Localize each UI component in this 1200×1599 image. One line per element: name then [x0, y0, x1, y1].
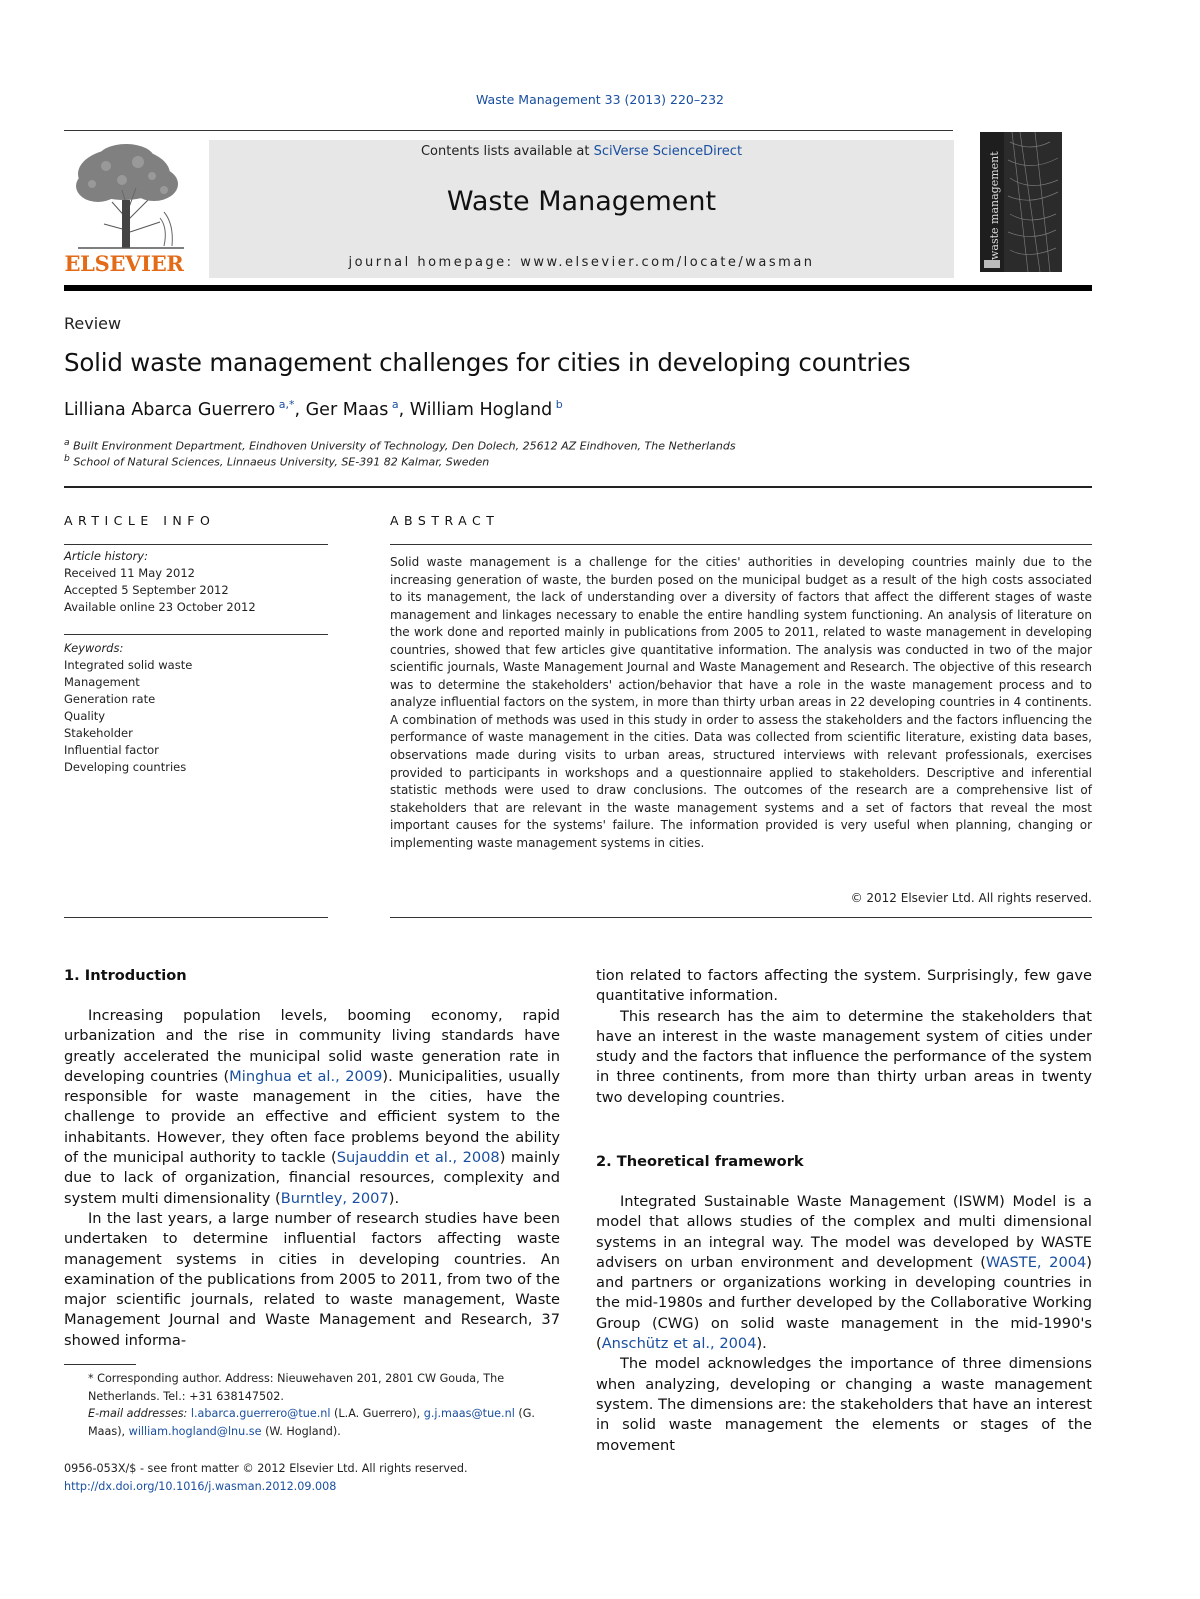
info-rule [64, 634, 328, 635]
email-link[interactable]: l.abarca.guerrero@tue.nl [190, 1407, 331, 1420]
keyword: Management [64, 675, 140, 689]
history-received: Received 11 May 2012 [64, 566, 195, 580]
history-online: Available online 23 October 2012 [64, 600, 256, 614]
affiliation-text: Built Environment Department, Eindhoven University of Technology, Den Dolech, 25612 AZ Eindhoven, The Netherlands [73, 439, 736, 453]
text-run: ). [388, 1189, 400, 1207]
journal-reference[interactable]: Waste Management 33 (2013) 220–232 [476, 92, 724, 107]
keyword: Developing countries [64, 760, 187, 774]
text-run: ) mainly due to lack of organization, financial resources, complexity and system multi dimensionality ( [64, 1149, 560, 1207]
publisher-logo [64, 140, 200, 280]
history-label: Article history: [64, 549, 148, 563]
email-label: E-mail addresses: [88, 1407, 188, 1420]
affiliation-mark: b [64, 453, 70, 464]
affiliation [64, 453, 489, 469]
footnotes [64, 1370, 560, 1440]
email-owner: (G. Maas), [88, 1407, 535, 1438]
header-thick-rule [64, 285, 1092, 291]
affiliation-text: School of Natural Sciences, Linnaeus University, SE-391 82 Kalmar, Sweden [73, 455, 490, 469]
abstract-heading: ABSTRACT [390, 513, 500, 528]
email-note [64, 1405, 560, 1440]
publisher-name: ELSEVIER [64, 251, 184, 276]
email-owner: (L.A. Guerrero), [330, 1407, 424, 1420]
paragraph: The model acknowledges the importance of three dimensions when analyzing, developing or changing a waste management system. The dimensions are: the stakeholders that have an interest in solid waste management the elements or stages of the movement [596, 1355, 1092, 1454]
keyword: Generation rate [64, 692, 156, 706]
keyword: Influential factor [64, 743, 159, 757]
contents-prefix: Contents lists available at [420, 144, 594, 159]
affiliation-mark: a [64, 437, 70, 448]
keyword: Stakeholder [64, 726, 133, 740]
issn-line: 0956-053X/$ - see front matter © 2012 Elsevier Ltd. All rights reserved. [64, 1462, 468, 1475]
citation-link[interactable]: Minghua et al., 2009 [229, 1067, 383, 1085]
tree-logo-icon [64, 140, 200, 252]
homepage-url[interactable]: www.elsevier.com/locate/wasman [520, 255, 815, 270]
section-heading-introduction: 1. Introduction [64, 967, 187, 984]
affiliation [64, 437, 736, 453]
email-link[interactable]: g.j.maas@tue.nl [423, 1407, 515, 1420]
paragraph: In the last years, a large number of research studies have been undertaken to determine influential factors affecting waste management systems in cities in developing countries. An examination of the publications from 2005 to 2011, from two of the major scientific journals, related to waste management, Waste Management Journal and Waste Management and Research, 37 showed informa- [64, 1209, 560, 1349]
homepage-line [209, 255, 954, 270]
article-history [64, 548, 256, 616]
journal-banner [209, 140, 954, 278]
keywords [64, 640, 192, 776]
article-type: Review [64, 314, 122, 333]
text-run: ). [756, 1335, 767, 1353]
homepage-prefix: journal homepage: [348, 255, 521, 270]
text-run: ). Municipalities, usually responsible for waste management in the cities, have the challenge to provide an effective and efficient system to the inhabitants. However, they often face problems beyond the ability of the municipal authority to tackle ( [64, 1067, 561, 1167]
body-column-left [64, 1006, 560, 1351]
abstract-text: Solid waste management is a challenge for the cities' authorities in developing countries mainly due to the increasing generation of waste, the burden posed on the municipal budget as a result of the high costs associated to its management, the lack of understanding over a diversity of factors that affect the different stages of waste management and linkages necessary to enable the entire handling system functioning. An analysis of literature on the work done and reported mainly in publications from 2005 to 2011, related to waste management in developing countries, showed that few articles give quantitative information. The analysis was conducted in two of the major scientific journals, Waste Management Journal and Waste Management and Research. The objective of this research was to determine the stakeholders' action/behavior that have a role in the waste management process and to analyze influential factors on the system, in more than thirty urban areas in 22 developing countries in 4 continents. A combination of methods was used in this study in order to assess the stakeholders and the factors influencing the performance of waste management in the cities. Data was collected from scientific literature, existing data bases, observations made during visits to urban areas, structured interviews with relevant professionals, exercises provided to participants in workshops and a questionnaire applied to stakeholders. Descriptive and inferential statistic methods were used to draw conclusions. The outcomes of the research are a comprehensive list of stakeholders that are relevant in the waste management systems and a set of factors that reveal the most important causes for the systems' failure. The information provided is very useful when planning, changing or implementing waste management systems in cities. [390, 555, 1092, 850]
paragraph-continuation: tion related to factors affecting the system. Surprisingly, few gave quantitative information. [596, 967, 1092, 1005]
email-owner: (W. Hogland). [261, 1424, 341, 1438]
contents-line [209, 144, 954, 159]
cover-title-text: waste management [988, 151, 1001, 260]
article-title: Solid waste management challenges for cities in developing countries [64, 348, 911, 377]
author-affiliation-mark[interactable]: a,* [278, 398, 295, 411]
body-column-right-lower [596, 1192, 1092, 1456]
text-run: Increasing population levels, booming economy, rapid urbanization and the rise in community living standards have greatly accelerated the municipal solid waste generation rate in developing countries ( [64, 1007, 560, 1085]
keyword: Quality [64, 709, 106, 723]
body-column-right [596, 966, 1092, 1108]
citation-link[interactable]: WASTE, 2004 [985, 1253, 1087, 1271]
sciencedirect-link[interactable]: SciVerse ScienceDirect [593, 144, 743, 159]
paragraph [64, 1006, 560, 1209]
paragraph: This research has the aim to determine the stakeholders that have an interest in the waste management system of cities under study and the factors that influence the performance of the system in three continents, from more than thirty urban areas in twenty two developing countries. [596, 1007, 1092, 1106]
abstract-rule [390, 544, 1092, 545]
paragraph [596, 1192, 1092, 1354]
abstract-rule [390, 917, 1092, 918]
info-rule [64, 917, 328, 918]
journal-cover-image [980, 132, 1062, 272]
citation-link[interactable]: Burntley, 2007 [280, 1189, 389, 1207]
corresponding-author-note: * Corresponding author. Address: Nieuwehaven 201, 2801 CW Gouda, The Netherlands. Tel.: +31 638147502. [88, 1372, 505, 1403]
doi-link[interactable]: http://dx.doi.org/10.1016/j.wasman.2012.09.008 [64, 1479, 337, 1493]
keyword: Integrated solid waste [64, 658, 193, 672]
author-affiliation-mark[interactable]: a [391, 398, 399, 411]
author-affiliation-mark[interactable]: b [555, 398, 563, 411]
article-info-heading: ARTICLE INFO [64, 513, 216, 528]
page-footer [64, 1460, 560, 1495]
author-name[interactable]: Lilliana Abarca Guerrero [64, 399, 276, 420]
email-link[interactable]: william.hogland@lnu.se [128, 1424, 262, 1438]
author-name[interactable]: William Hogland [409, 399, 553, 420]
info-rule [64, 544, 328, 545]
section-heading-theoretical-framework: 2. Theoretical framework [596, 1153, 804, 1170]
citation-link[interactable]: Sujauddin et al., 2008 [336, 1149, 500, 1167]
author-list: Lilliana Abarca Guerrero $^{a,*}$, Ger Maas $^a$, William Hogland $^b$ [64, 398, 563, 420]
author-name[interactable]: Ger Maas [305, 399, 389, 420]
abstract-copyright: © 2012 Elsevier Ltd. All rights reserved. [850, 891, 1092, 905]
section-rule [64, 486, 1092, 488]
keywords-label: Keywords: [64, 641, 124, 655]
text-run: Integrated Sustainable Waste Management (ISWM) Model is a model that allows studies of the complex and multi dimensional systems in an integral way. The model was developed by WASTE advisers on urban environment and development ( [596, 1193, 1092, 1271]
history-accepted: Accepted 5 September 2012 [64, 583, 229, 597]
journal-title: Waste Management [446, 186, 717, 217]
footnote-rule [64, 1364, 136, 1365]
text-run: ) and partners or organizations working in developing countries in the mid-1980s and further developed by the Collaborative Working Group (CWG) on solid waste management in the mid-1990's ( [596, 1253, 1092, 1353]
cover-texture-icon [980, 132, 1062, 272]
citation-link[interactable]: Anschütz et al., 2004 [601, 1335, 757, 1353]
header-rule [64, 130, 953, 131]
